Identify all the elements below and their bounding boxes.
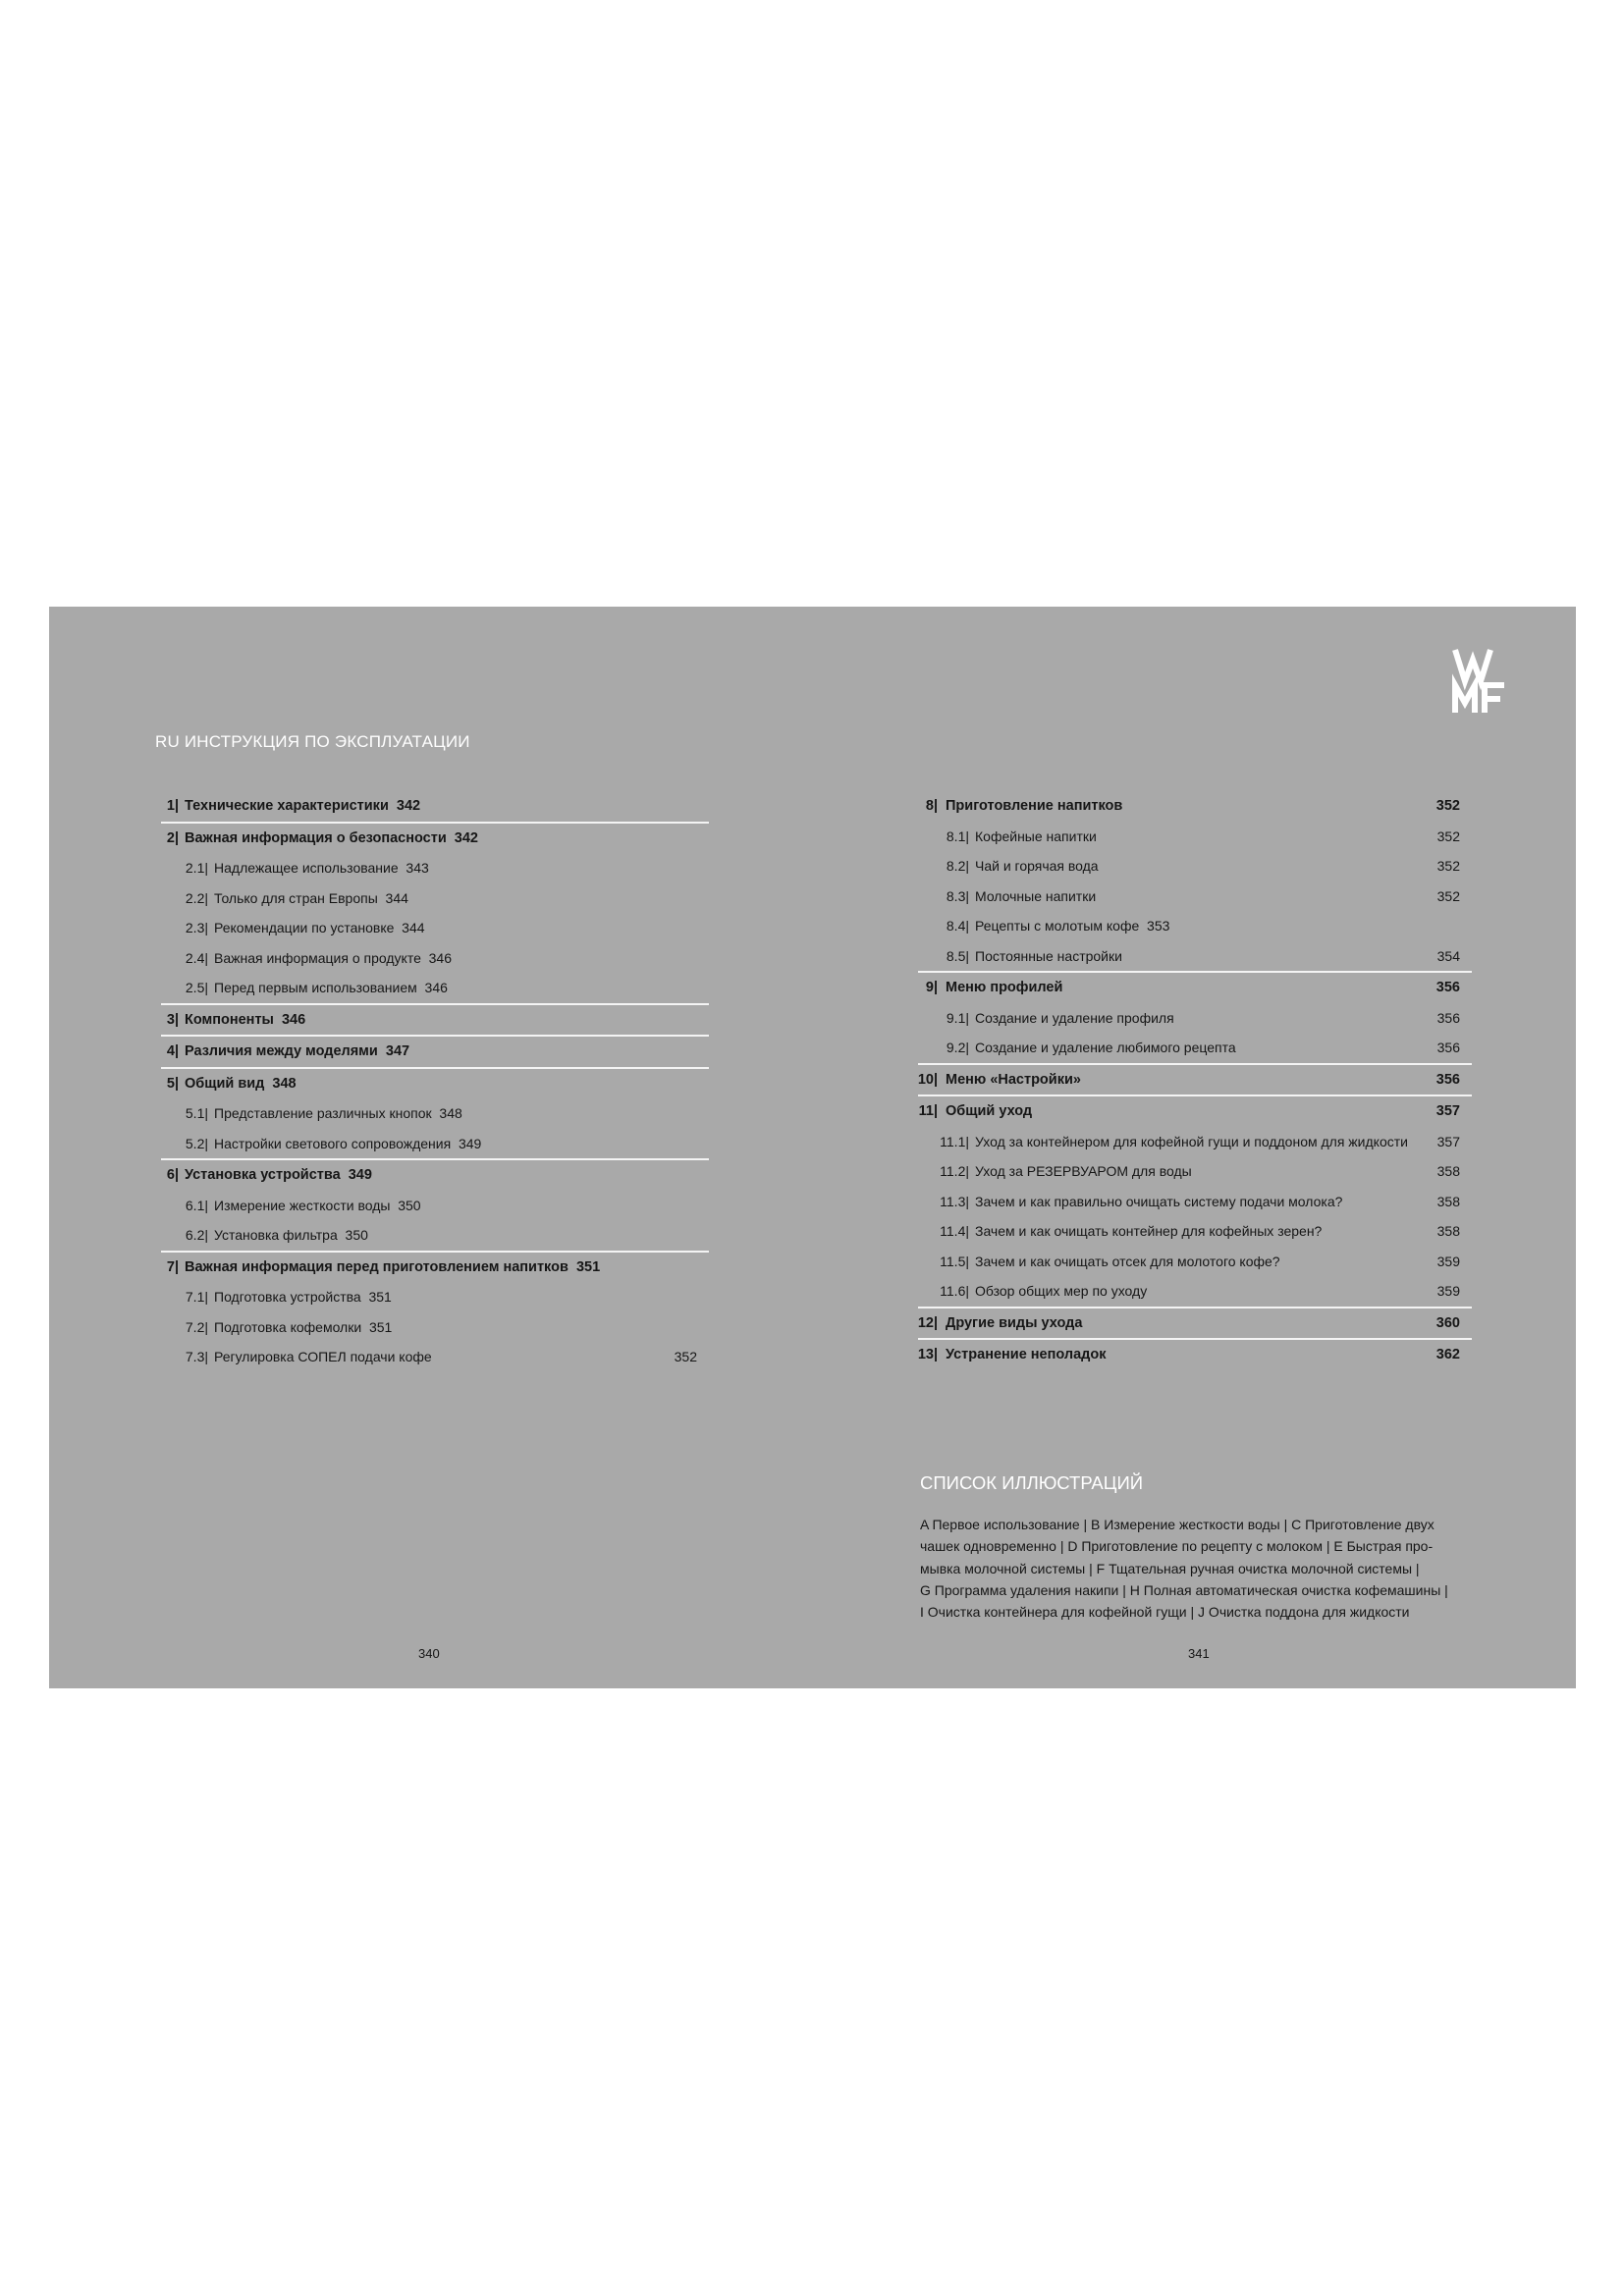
toc-title: Важная информация перед приготовлением напитков 351 <box>185 1258 601 1275</box>
toc-page: 354 <box>1436 947 1460 964</box>
toc-chapter <box>161 822 709 854</box>
toc-section <box>918 1127 1472 1157</box>
toc-title: Постоянные настройки <box>975 947 1122 964</box>
toc-section <box>161 1220 709 1251</box>
toc-title: Зачем и как очищать отсек для молотого кофе? <box>975 1253 1280 1269</box>
toc-page: 360 <box>1435 1314 1460 1331</box>
toc-title: Меню «Настройки» <box>946 1071 1081 1088</box>
toc-section <box>918 941 1472 972</box>
wmf-logo <box>1451 648 1510 717</box>
toc-number: 6| <box>166 1167 179 1183</box>
toc-section <box>918 911 1472 941</box>
toc-title: Установка устройства 349 <box>185 1167 372 1183</box>
toc-number: 9.1| <box>946 1009 969 1026</box>
toc-chapter <box>161 1035 709 1067</box>
toc-title: Только для стран Европы 344 <box>214 889 408 906</box>
toc-title: Надлежащее использование 343 <box>214 860 429 876</box>
toc-title: Важная информация о продукте 346 <box>214 949 452 966</box>
toc-title: Зачем и как правильно очищать систему подачи молока? <box>975 1193 1343 1209</box>
toc-title: Общий вид 348 <box>185 1075 297 1092</box>
toc-chapter <box>918 1063 1472 1095</box>
toc-page: 352 <box>1435 798 1460 814</box>
toc-section <box>918 881 1472 912</box>
toc-page: 350 <box>390 1197 421 1213</box>
page-number-right: 341 <box>1188 1646 1210 1661</box>
toc-number: 11.1| <box>940 1133 969 1149</box>
toc-number: 10| <box>917 1071 938 1088</box>
toc-title: Уход за РЕЗЕРВУАРОМ для воды <box>975 1163 1192 1179</box>
toc-section <box>918 1003 1472 1034</box>
toc-page: 348 <box>264 1075 297 1092</box>
document-header: RU ИНСТРУКЦИЯ ПО ЭКСПЛУАТАЦИИ <box>155 732 470 751</box>
toc-section <box>161 1098 709 1129</box>
toc-page: 358 <box>1436 1193 1460 1209</box>
toc-page: 352 <box>1436 887 1460 904</box>
illustrations-list <box>920 1514 1470 1623</box>
toc-page: 352 <box>1436 858 1460 874</box>
toc-left-column <box>161 791 709 1372</box>
toc-title: Подготовка кофемолки 351 <box>214 1318 393 1335</box>
toc-page: 351 <box>568 1258 601 1275</box>
toc-page: 352 <box>674 1349 697 1364</box>
toc-title: Меню профилей <box>946 980 1063 995</box>
toc-number: 11.5| <box>940 1253 969 1269</box>
toc-chapter <box>161 791 709 822</box>
toc-page: 343 <box>398 860 429 876</box>
toc-number: 2.5| <box>185 980 208 995</box>
toc-page: 350 <box>337 1227 368 1243</box>
toc-chapter <box>161 1067 709 1099</box>
toc-number: 3| <box>166 1011 179 1028</box>
toc-number: 9.2| <box>946 1040 969 1055</box>
toc-section <box>161 1282 709 1312</box>
toc-section <box>161 853 709 883</box>
toc-page: 344 <box>394 920 425 935</box>
illustrations-line: чашек одновременно | D Приготовление по рецепту с молоком | E Быстрая про- <box>920 1538 1434 1555</box>
toc-title: Уход за контейнером для кофейной гущи и поддоном для жидкости <box>975 1133 1408 1149</box>
toc-page: 359 <box>1436 1253 1460 1269</box>
illustrations-line: I Очистка контейнера для кофейной гущи | J Очистка поддона для жидкости <box>920 1604 1410 1621</box>
toc-chapter <box>918 1338 1472 1370</box>
toc-number: 5.2| <box>185 1135 208 1151</box>
illustrations-line: G Программа удаления накипи | H Полная автоматическая очистка кофемашины | <box>920 1581 1448 1598</box>
toc-section <box>161 973 709 1003</box>
toc-page: 362 <box>1435 1347 1460 1362</box>
toc-number: 11.2| <box>940 1163 969 1179</box>
toc-number: 12| <box>917 1314 938 1331</box>
toc-chapter <box>161 1251 709 1283</box>
toc-number: 2.4| <box>185 949 208 966</box>
toc-number: 5.1| <box>185 1105 208 1121</box>
toc-number: 8.5| <box>946 947 969 964</box>
toc-section <box>918 851 1472 881</box>
toc-number: 8.3| <box>946 887 969 904</box>
toc-page: 356 <box>1435 980 1460 995</box>
toc-page: 353 <box>1139 918 1170 934</box>
toc-number: 11| <box>918 1103 938 1119</box>
toc-right-column <box>918 791 1472 1370</box>
toc-number: 2.3| <box>185 920 208 935</box>
toc-number: 8.2| <box>946 858 969 874</box>
toc-number: 8.1| <box>946 828 969 844</box>
toc-number: 2| <box>166 829 179 846</box>
toc-number: 4| <box>166 1043 179 1059</box>
toc-page: 349 <box>340 1167 372 1183</box>
toc-number: 7.3| <box>185 1349 208 1364</box>
toc-section <box>161 1342 709 1372</box>
toc-number: 9| <box>925 980 938 995</box>
toc-page: 348 <box>431 1105 462 1121</box>
toc-section <box>161 943 709 974</box>
toc-section <box>918 1276 1472 1307</box>
toc-chapter <box>918 1095 1472 1127</box>
toc-section <box>161 883 709 914</box>
toc-number: 2.2| <box>185 889 208 906</box>
toc-title: Обзор общих мер по уходу <box>975 1283 1148 1299</box>
toc-title: Зачем и как очищать контейнер для кофейных зерен? <box>975 1223 1323 1239</box>
toc-page: 358 <box>1436 1223 1460 1239</box>
toc-page: 357 <box>1435 1103 1460 1119</box>
toc-page: 342 <box>446 829 478 846</box>
toc-title: Рекомендации по установке 344 <box>214 920 425 935</box>
toc-page: 356 <box>1436 1040 1460 1055</box>
illustrations-heading: СПИСОК ИЛЛЮСТРАЦИЙ <box>920 1472 1144 1493</box>
toc-section <box>918 822 1472 852</box>
toc-section <box>918 1156 1472 1187</box>
toc-title: Молочные напитки <box>975 887 1097 904</box>
toc-title: Создание и удаление любимого рецепта <box>975 1040 1236 1055</box>
toc-number: 7.2| <box>185 1318 208 1335</box>
toc-page: 351 <box>361 1318 393 1335</box>
toc-title: Важная информация о безопасности 342 <box>185 829 478 846</box>
toc-section <box>918 1216 1472 1247</box>
toc-number: 6.1| <box>185 1197 208 1213</box>
toc-title: Регулировка СОПЕЛ подачи кофе <box>214 1349 432 1364</box>
toc-page: 358 <box>1436 1163 1460 1179</box>
toc-page: 359 <box>1436 1283 1460 1299</box>
toc-number: 5| <box>166 1075 179 1092</box>
toc-title: Представление различных кнопок 348 <box>214 1105 462 1121</box>
toc-section <box>918 1033 1472 1063</box>
toc-page: 346 <box>273 1011 306 1028</box>
illustrations-line: A Первое использование | B Измерение жесткости воды | C Приготовление двух <box>920 1517 1435 1532</box>
toc-number: 2.1| <box>185 860 208 876</box>
toc-section <box>161 1129 709 1159</box>
toc-title: Кофейные напитки <box>975 828 1097 844</box>
toc-page: 344 <box>377 889 408 906</box>
toc-chapter <box>918 971 1472 1003</box>
toc-section <box>918 1247 1472 1277</box>
toc-title: Технические характеристики 342 <box>185 798 421 814</box>
toc-title: Рецепты с молотым кофе 353 <box>975 918 1170 934</box>
toc-title: Приготовление напитков <box>946 798 1123 814</box>
toc-page: 347 <box>377 1043 410 1059</box>
toc-chapter <box>161 1158 709 1191</box>
toc-chapter <box>918 1307 1472 1339</box>
toc-page: 349 <box>451 1135 482 1151</box>
toc-page: 352 <box>1436 828 1460 844</box>
toc-number: 1| <box>166 798 179 814</box>
toc-page: 351 <box>360 1289 392 1305</box>
toc-number: 8.4| <box>946 918 969 934</box>
toc-chapter <box>918 791 1472 822</box>
toc-section <box>918 1187 1472 1217</box>
toc-number: 13| <box>917 1347 938 1362</box>
toc-title: Создание и удаление профиля <box>975 1009 1174 1026</box>
toc-section <box>161 913 709 943</box>
toc-title: Другие виды ухода <box>946 1314 1083 1331</box>
toc-title: Устранение неполадок <box>946 1347 1107 1362</box>
toc-page: 357 <box>1436 1133 1460 1149</box>
toc-number: 11.6| <box>940 1283 969 1299</box>
toc-title: Перед первым использованием 346 <box>214 980 448 995</box>
toc-number: 8| <box>925 798 938 814</box>
toc-page: 346 <box>416 980 448 995</box>
illustrations-line: мывка молочной системы | F Тщательная ручная очистка молочной системы | <box>920 1560 1420 1576</box>
toc-title: Компоненты 346 <box>185 1011 306 1028</box>
toc-number: 6.2| <box>185 1227 208 1243</box>
toc-page: 342 <box>388 798 421 814</box>
toc-title: Измерение жесткости воды 350 <box>214 1197 421 1213</box>
toc-title: Подготовка устройства 351 <box>214 1289 392 1305</box>
toc-number: 7| <box>166 1258 179 1275</box>
toc-page: 346 <box>420 949 452 966</box>
toc-number: 11.3| <box>940 1193 969 1209</box>
toc-chapter <box>161 1003 709 1036</box>
page-number-left: 340 <box>418 1646 440 1661</box>
toc-title: Чай и горячая вода <box>975 858 1099 874</box>
toc-page: 356 <box>1435 1071 1460 1088</box>
toc-title: Общий уход <box>946 1103 1033 1119</box>
toc-section <box>161 1191 709 1221</box>
toc-title: Установка фильтра 350 <box>214 1227 368 1243</box>
toc-title: Различия между моделями 347 <box>185 1043 410 1059</box>
toc-number: 11.4| <box>940 1223 969 1239</box>
toc-page: 356 <box>1436 1009 1460 1026</box>
toc-number: 7.1| <box>185 1289 208 1305</box>
toc-section <box>161 1312 709 1343</box>
toc-title: Настройки светового сопровождения 349 <box>214 1135 482 1151</box>
